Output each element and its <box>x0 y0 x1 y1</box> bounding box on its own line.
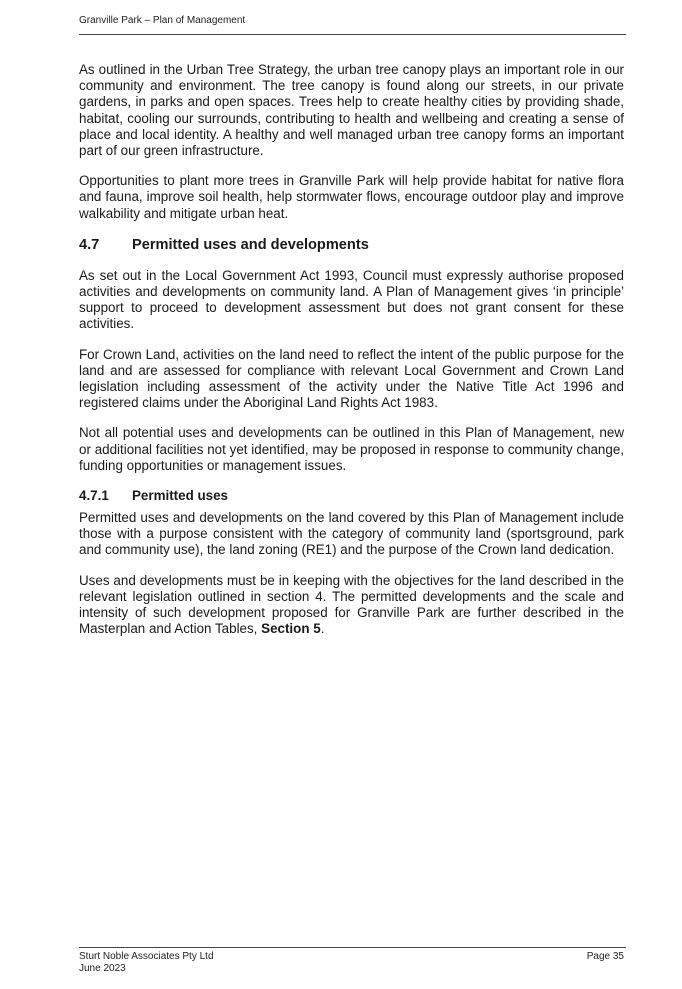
paragraph-urban-tree-canopy: As outlined in the Urban Tree Strategy, the urban tree canopy plays an important role in our community and environment. The tree canopy is found along our streets, in our private gardens, in parks and open spaces. Trees help to create healthy cities by providing shade, habitat, cooling our surrounds, contributing to health and wellbeing and creating a sense of place and local identity. A healthy and well managed urban tree canopy forms an important part of our green infrastructure. <box>79 62 624 159</box>
subsection-title: Permitted uses <box>132 488 229 504</box>
paragraph-objectives <box>79 573 624 638</box>
subsection-heading <box>79 488 624 504</box>
section-heading <box>79 236 624 254</box>
paragraph-permitted-uses: Permitted uses and developments on the land covered by this Plan of Management include those with a purpose consistent with the category of community land (sportsground, park and community use), the land zoning (RE1) and the purpose of the Crown land dedication. <box>79 510 624 558</box>
paragraph-planting-opportunities: Opportunities to plant more trees in Granville Park will help provide habitat for native flora and fauna, improve soil health, help stormwater flows, encourage outdoor play and improve walkability and mitigate urban heat. <box>79 173 624 221</box>
header-divider <box>79 34 626 35</box>
paragraph-objectives-text: Uses and developments must be in keeping with the objectives for the land described in the relevant legislation outlined in section 4. The permitted developments and the scale and intensity of such development proposed for Granville Park are further described in the Masterplan and Action Tables, <box>79 572 624 637</box>
section-5-reference: Section 5 <box>261 621 321 637</box>
footer-company: Sturt Noble Associates Pty Ltd <box>79 951 214 962</box>
footer-page-number: Page 35 <box>586 951 624 962</box>
footer-left <box>79 951 214 975</box>
section-number: 4.7 <box>79 236 100 253</box>
paragraph-local-government-act: As set out in the Local Government Act 1993, Council must expressly authorise proposed activities and developments on community land. A Plan of Management gives ‘in principle’ support to proceed to development assessment but does not grant consent for these activities. <box>79 267 624 332</box>
paragraph-objectives-end: . <box>320 621 325 637</box>
page-header-title: Granville Park – Plan of Management <box>79 15 246 26</box>
section-title: Permitted uses and developments <box>132 236 369 253</box>
paragraph-crown-land: For Crown Land, activities on the land need to reflect the intent of the public purpose for the land and are assessed for compliance with relevant Local Government and Crown Land legislation including assessment of the activity under the Native Title Act 1996 and registered claims under the Aboriginal Land Rights Act 1983. <box>79 346 624 411</box>
paragraph-potential-uses: Not all potential uses and developments can be outlined in this Plan of Management, new or additional facilities not yet identified, may be proposed in response to community change, funding opportunities or management issues. <box>79 425 624 473</box>
footer-divider <box>79 947 626 948</box>
subsection-number: 4.7.1 <box>79 488 109 504</box>
page-content <box>79 62 624 651</box>
footer-date: June 2023 <box>79 963 126 974</box>
